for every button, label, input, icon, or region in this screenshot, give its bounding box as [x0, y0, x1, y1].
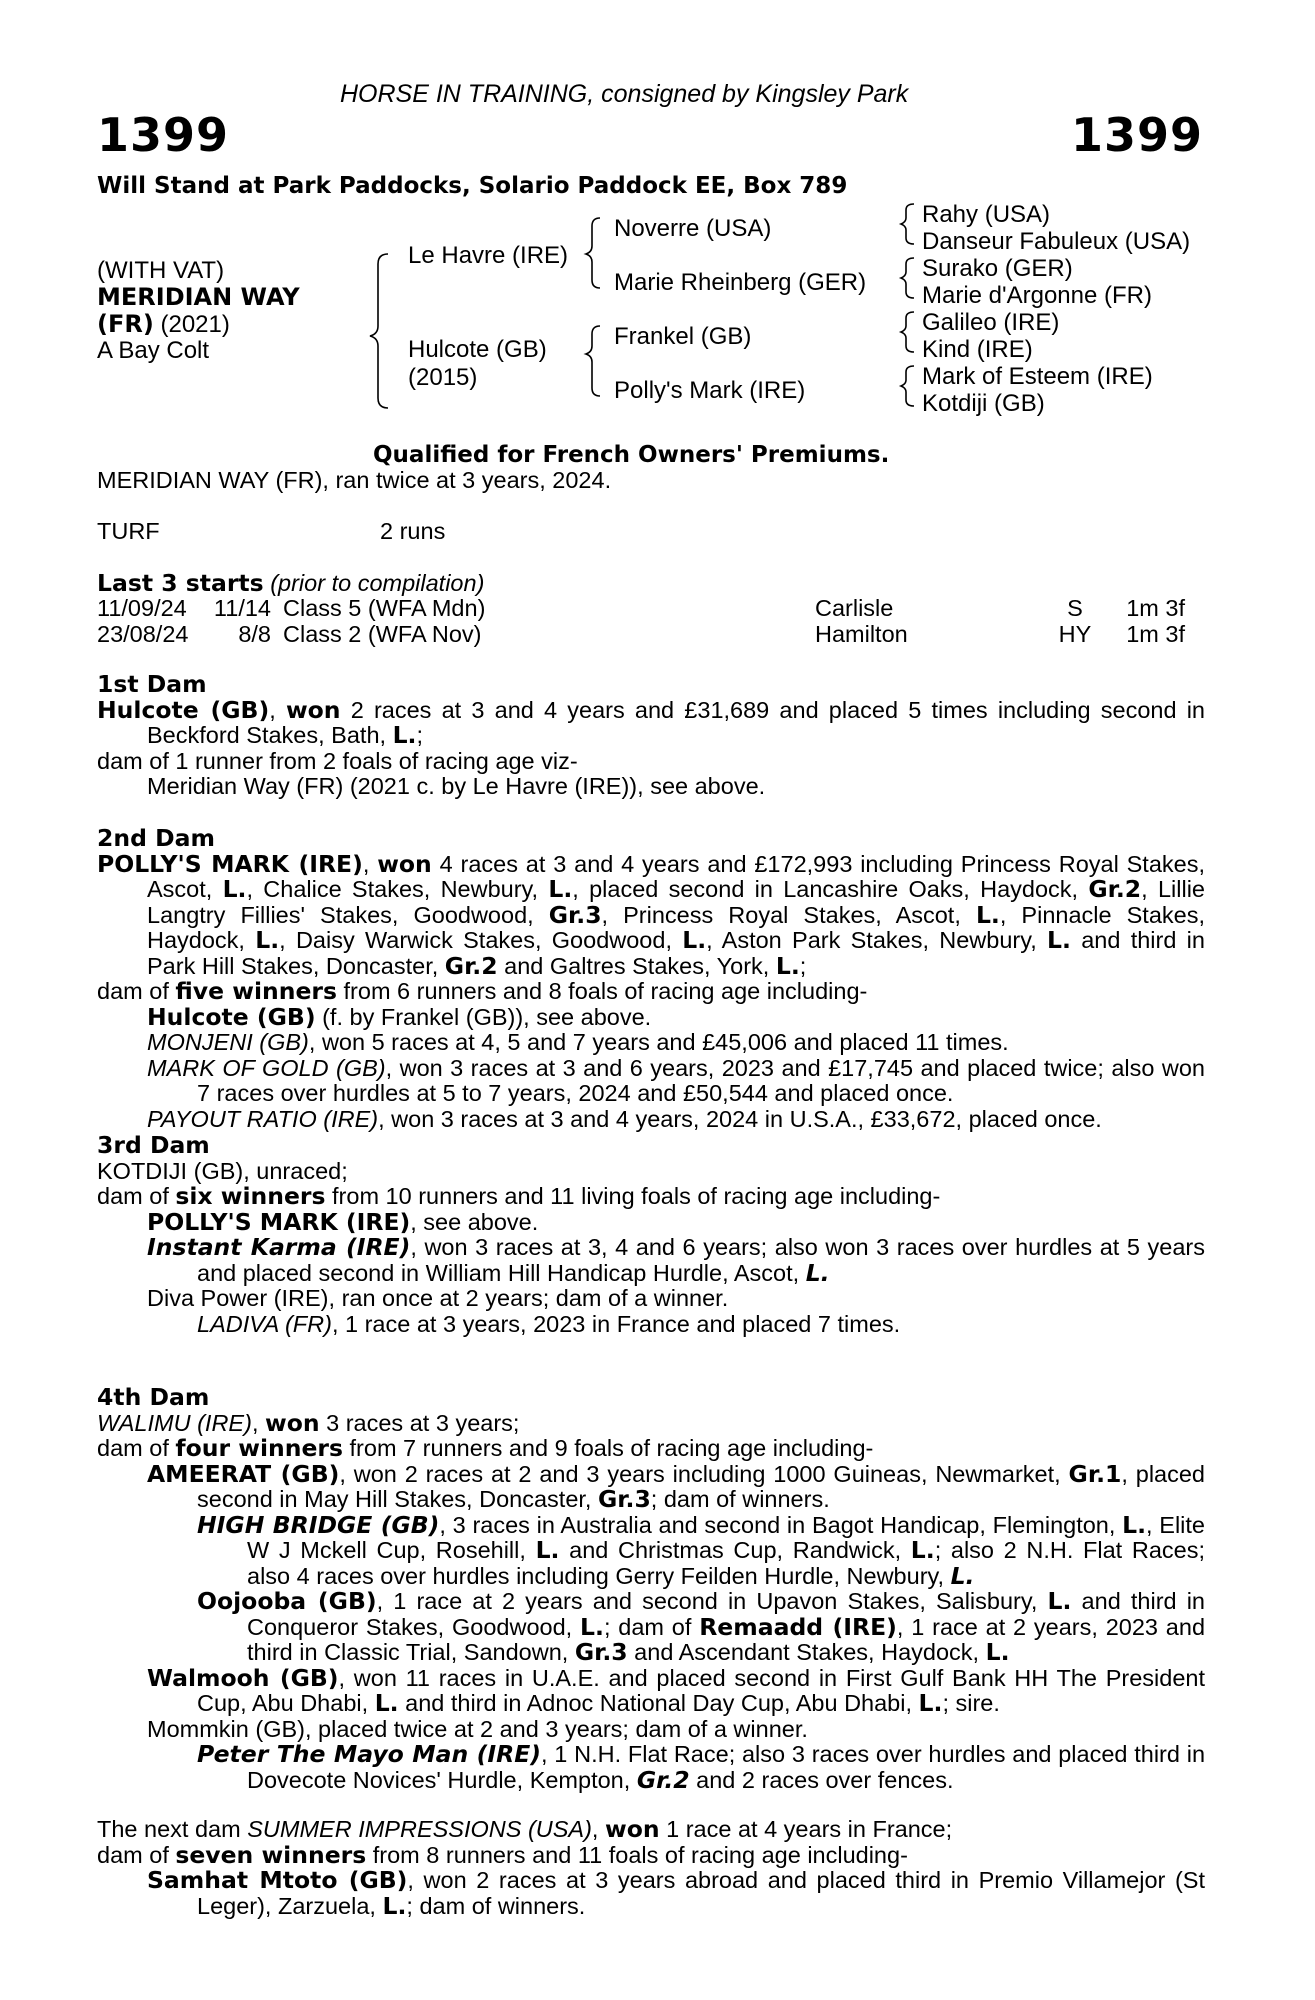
fourth-dam-progeny-oojooba: Oojooba (GB), 1 race at 2 years and second in Upavon Stakes, Salisbury, L. and third in Conqueror Stakes, Goodwood, L.; dam of Remaadd (IRE), 1 race at 2 years, 2023 and third in Classic Trial, Sandown, Gr.3 and Ascendant Stakes, Haydock, L.	[197, 1587, 1206, 1666]
pedigree-g1: Rahy (USA)	[922, 201, 1051, 228]
first-dam-record: Hulcote (GB), won 2 races at 3 and 4 years and £31,689 and placed 5 times including second in Beckford Stakes, Bath, L.;	[97, 695, 1206, 749]
second-dam-section	[97, 826, 1205, 1132]
fourth-dam-record: WALIMU (IRE), won 3 races at 3 years;	[97, 1408, 520, 1437]
lot-number-right: 1399	[1070, 108, 1203, 162]
second-dam-progeny-3: MARK OF GOLD (GB), won 3 races at 3 and 6 years, 2023 and £17,745 and placed twice; also won 7 races over hurdles at 5 to 7 years, 2024 and £50,544 and placed once.	[147, 1054, 1205, 1106]
last-starts-heading: Last 3 starts (prior to compilation)	[97, 569, 485, 597]
brace-gen3-4	[901, 366, 914, 406]
third-dam-progeny-1: POLLY'S MARK (IRE), see above.	[147, 1207, 539, 1236]
fourth-dam-progeny-ameerat: AMEERAT (GB), won 2 races at 2 and 3 years including 1000 Guineas, Newmarket, Gr.1, placed second in May Hill Stakes, Doncaster, Gr.3; dam of winners.	[147, 1459, 1205, 1513]
pedigree-g6: Kind (IRE)	[922, 336, 1033, 363]
fourth-dam-section	[97, 1385, 1205, 1793]
next-dam-section	[97, 1817, 1205, 1919]
lot-number-left: 1399	[97, 108, 230, 162]
pedigree-g4: Marie d'Argonne (FR)	[922, 282, 1152, 309]
second-dam-heading: 2nd Dam	[97, 824, 215, 852]
fourth-dam-heading: 4th Dam	[97, 1383, 210, 1411]
brace-gen1	[370, 254, 388, 408]
vat-note: (WITH VAT)	[97, 257, 225, 284]
third-dam-progeny-4: LADIVA (FR), 1 race at 3 years, 2023 in France and placed 7 times.	[197, 1310, 901, 1337]
third-dam-heading: 3rd Dam	[97, 1131, 210, 1159]
horse-name: MERIDIAN WAY	[97, 283, 300, 311]
pedigree-g3: Surako (GER)	[922, 255, 1073, 282]
brace-gen2-lower	[586, 326, 600, 396]
next-dam-produce: dam of seven winners from 8 runners and 11 foals of racing age including-	[97, 1840, 908, 1869]
third-dam-produce: dam of six winners from 10 runners and 11 living foals of racing age including-	[97, 1182, 941, 1210]
pedigree-dam-dam: Polly's Mark (IRE)	[614, 377, 806, 404]
horse-description: A Bay Colt	[97, 337, 210, 364]
brace-gen3-2	[901, 258, 914, 298]
brace-gen3-1	[901, 204, 914, 244]
stand-location: Will Stand at Park Paddocks, Solario Paddock EE, Box 789	[97, 173, 848, 199]
race-summary: MERIDIAN WAY (FR), ran twice at 3 years, 2024.	[97, 467, 612, 493]
pedigree-g5: Galileo (IRE)	[922, 309, 1060, 336]
pedigree-g2: Danseur Fabuleux (USA)	[922, 228, 1191, 255]
fourth-dam-produce: dam of four winners from 7 runners and 9 foals of racing age including-	[97, 1434, 874, 1462]
pedigree-sire-dam: Marie Rheinberg (GER)	[614, 269, 867, 296]
fourth-dam-progeny-mommkin: Mommkin (GB), placed twice at 2 and 3 years; dam of a winner.	[147, 1715, 808, 1742]
brace-gen3-3	[901, 312, 914, 352]
fourth-dam-progeny-peter: Peter The Mayo Man (IRE), 1 N.H. Flat Race; also 3 races over hurdles and placed third in Dovecote Novices' Hurdle, Kempton, Gr.2 and 2 races over fences.	[197, 1740, 1206, 1794]
first-dam-section	[97, 672, 1205, 800]
second-dam-progeny-1: Hulcote (GB) (f. by Frankel (GB)), see above.	[147, 1002, 652, 1031]
pedigree-dam: Hulcote (GB)	[408, 336, 547, 363]
second-dam-progeny-4: PAYOUT RATIO (IRE), won 3 races at 3 and 4 years, 2024 in U.S.A., £33,672, placed once.	[147, 1105, 1102, 1132]
consignment-header: HORSE IN TRAINING, consigned by Kingsley Park	[340, 80, 909, 108]
third-dam-record: KOTDIJI (GB), unraced;	[97, 1157, 348, 1184]
pedigree-dam-sire: Frankel (GB)	[614, 323, 752, 350]
third-dam-section	[97, 1133, 1205, 1337]
last-starts-table	[97, 596, 1185, 647]
first-dam-progeny: Meridian Way (FR) (2021 c. by Le Havre (IRE)), see above.	[147, 773, 766, 799]
second-dam-progeny-2: MONJENI (GB), won 5 races at 4, 5 and 7 years and £45,006 and placed 11 times.	[147, 1029, 1009, 1055]
next-dam-progeny-samhat: Samhat Mtoto (GB), won 2 races at 3 years abroad and placed third in Premio Villamejor (St Leger), Zarzuela, L.; dam of winners.	[147, 1866, 1205, 1920]
pedigree-sire: Le Havre (IRE)	[408, 242, 569, 269]
pedigree-dam-year: (2015)	[408, 364, 478, 391]
pedigree-sire-sire: Noverre (USA)	[614, 215, 772, 242]
horse-country-year: (FR) (2021)	[97, 310, 230, 338]
premium-note: Qualified for French Owners' Premiums.	[373, 442, 890, 468]
pedigree-g8: Kotdiji (GB)	[922, 390, 1045, 417]
first-dam-produce: dam of 1 runner from 2 foals of racing age viz-	[97, 747, 578, 774]
pedigree-g7: Mark of Esteem (IRE)	[922, 363, 1153, 390]
start-row: 11/09/24 11/14 Class 5 (WFA Mdn) Carlisle S 1m 3f	[97, 595, 1185, 621]
second-dam-produce: dam of five winners from 6 runners and 8 foals of racing age including-	[97, 977, 868, 1005]
start-row: 23/08/24 8/8 Class 2 (WFA Nov) Hamilton HY 1m 3f	[97, 620, 1185, 647]
first-dam-heading: 1st Dam	[97, 670, 207, 698]
brace-gen2-upper	[586, 218, 600, 288]
turf-runs: 2 runs	[380, 518, 446, 544]
fourth-dam-progeny-high-bridge: HIGH BRIDGE (GB), 3 races in Australia and second in Bagot Handicap, Flemington, L., Elite W J Mckell Cup, Rosehill, L. and Christmas Cup, Randwick, L.; also 2 N.H. Flat Races; also 4 races over hurdles including Gerry Feilden Hurdle, Newbury, L.	[197, 1510, 1205, 1590]
third-dam-progeny-3: Diva Power (IRE), ran once at 2 years; dam of a winner.	[147, 1285, 729, 1311]
third-dam-progeny-2: Instant Karma (IRE), won 3 races at 3, 4 and 6 years; also won 3 races over hurdles at 5 years and placed second in William Hill Handicap Hurdle, Ascot, L.	[147, 1233, 1205, 1287]
fourth-dam-progeny-walmooh: Walmooh (GB), won 11 races in U.A.E. and placed second in First Gulf Bank HH The President Cup, Abu Dhabi, L. and third in Adnoc National Day Cup, Abu Dhabi, L.; sire.	[147, 1663, 1205, 1717]
second-dam-record: POLLY'S MARK (IRE), won 4 races at 3 and 4 years and £172,993 including Princess Royal Stakes, Ascot, L., Chalice Stakes, Newbury, L., placed second in Lancashire Oaks, Haydock, Gr.2, Lillie Langtry Fillies' Stakes, Goodwood, Gr.3, Princess Royal Stakes, Ascot, L., Pinnacle Stakes, Haydock, L., Daisy Warwick Stakes, Goodwood, L., Aston Park Stakes, Newbury, L. and third in Park Hill Stakes, Doncaster, Gr.2 and Galtres Stakes, York, L.;	[97, 849, 1206, 980]
next-dam-record: The next dam SUMMER IMPRESSIONS (USA), won 1 race at 4 years in France;	[97, 1815, 953, 1843]
turf-label: TURF	[97, 518, 160, 544]
